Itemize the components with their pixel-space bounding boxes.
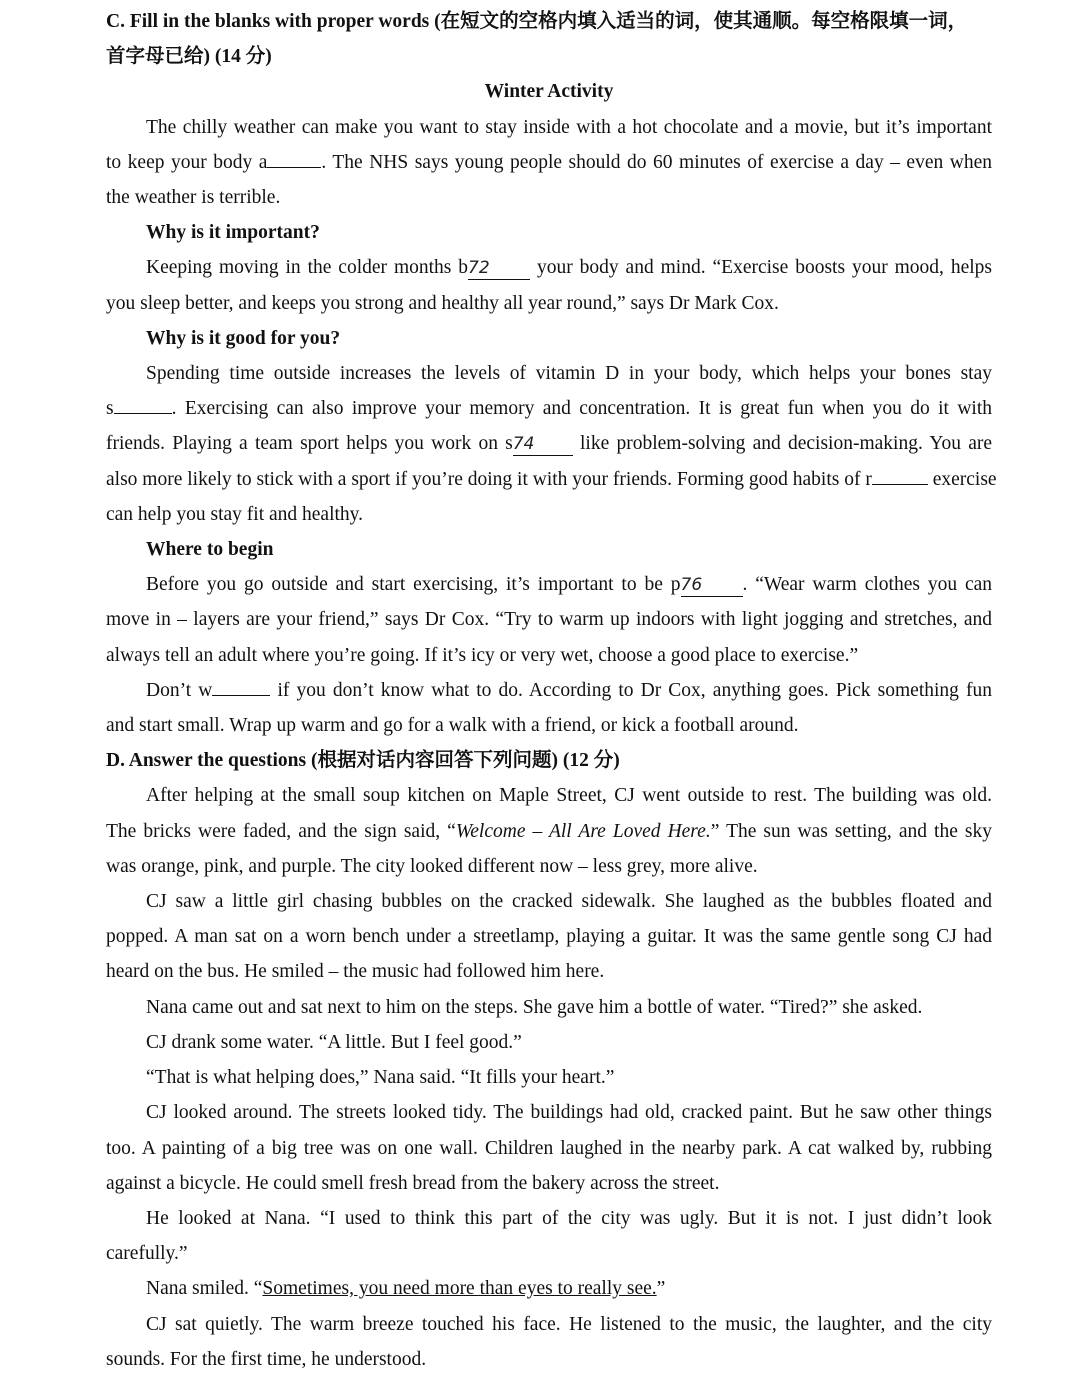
- d-p6-line1: CJ looked around. The streets looked tidy. The buildings had old, cracked paint. But he saw other things: [146, 1102, 992, 1124]
- d-p7-line2: carefully.”: [106, 1243, 188, 1265]
- d-p1-line3: was orange, pink, and purple. The city looked different now – less grey, more alive.: [106, 855, 758, 877]
- d-p5: “That is what helping does,” Nana said. “It fills your heart.”: [146, 1067, 615, 1089]
- blank-77[interactable]: [212, 695, 270, 696]
- c-p3-text: friends. Playing a team sport helps you work on s: [106, 433, 513, 455]
- c-p3-line2: [106, 391, 992, 426]
- c-p4-line3: always tell an adult where you’re going. If it’s icy or very wet, choose a good place to exercise.”: [106, 644, 859, 666]
- blank-72[interactable]: 72: [468, 257, 530, 280]
- d-p2-line3: heard on the bus. He smiled – the music had followed him here.: [106, 961, 605, 983]
- sign-text: Welcome – All Are Loved Here.: [455, 820, 711, 842]
- d-p2-line1: CJ saw a little girl chasing bubbles on the cracked sidewalk. She laughed as the bubbles floated and: [146, 891, 992, 913]
- d-p9-line1: CJ sat quietly. The warm breeze touched his face. He listened to the music, the laughter, and the city: [146, 1313, 992, 1335]
- c-p1-text: . The NHS says young people should do 60 minutes of exercise a day – even when: [321, 151, 992, 173]
- d-p1-text: The bricks were faded, and the sign said, “: [106, 820, 456, 842]
- c-p3-line4: [106, 462, 997, 497]
- d-p4: CJ drank some water. “A little. But I feel good.”: [146, 1031, 522, 1053]
- blank-76[interactable]: 76: [681, 574, 743, 597]
- c-p3-text: also more likely to stick with a sport if you’re doing it with your friends. Forming good habits of r: [106, 468, 872, 490]
- c-p3-text: exercise: [932, 468, 997, 490]
- d-p7-line1: He looked at Nana. “I used to think this part of the city was ugly. But it is not. I just didn’t look: [146, 1207, 992, 1229]
- c-p1-line3: the weather is terrible.: [106, 187, 281, 209]
- d-p2-line2: popped. A man sat on a worn bench under a streetlamp, playing a guitar. It was the same gentle song CJ had: [106, 926, 992, 948]
- c-p2-line2: you sleep better, and keeps you strong and healthy all year round,” says Dr Mark Cox.: [106, 292, 779, 314]
- c-p2-text: Keeping moving in the colder months b: [146, 257, 469, 279]
- d-p3: Nana came out and sat next to him on the steps. She gave him a bottle of water. “Tired?” she asked.: [146, 996, 923, 1018]
- section-c-heading: [106, 4, 992, 39]
- subheading-why-important: Why is it important?: [146, 222, 320, 244]
- section-c-heading-line2: 首字母已给) (14 分): [106, 46, 272, 68]
- c-p5-text: Don’t w: [146, 679, 213, 701]
- c-p4-line2: move in – layers are your friend,” says Dr Cox. “Try to warm up indoors with light jogging and stretches, and: [106, 609, 992, 631]
- c-p1-line2: [106, 145, 992, 180]
- c-p4-text: Before you go outside and start exercising, it’s important to be p: [146, 574, 681, 596]
- c-p3-line5: can help you stay fit and healthy.: [106, 503, 364, 525]
- blank-75[interactable]: [872, 484, 928, 485]
- c-p3-text: . Exercising can also improve your memory and concentration. It is great fun when you do it with: [171, 398, 992, 420]
- c-p3-line3: [106, 426, 992, 461]
- d-p1-line1: After helping at the small soup kitchen on Maple Street, CJ went outside to rest. The building was old.: [146, 785, 992, 807]
- section-d-heading: D. Answer the questions (根据对话内容回答下列问题) (12 分): [106, 750, 620, 772]
- underlined-sentence: Sometimes, you need more than eyes to really see.: [262, 1278, 657, 1300]
- c-p4-line1: [106, 567, 992, 602]
- c-p5-line1: [106, 673, 992, 708]
- c-p3-line1: Spending time outside increases the levels of vitamin D in your body, which helps your bones stay: [146, 363, 992, 385]
- section-c-heading-cont: [106, 39, 992, 74]
- d-p6-line2: too. A painting of a big tree was on one wall. Children laughed in the nearby park. A cat walked by, rubbing: [106, 1137, 992, 1159]
- d-p8: [106, 1271, 992, 1306]
- c-p1-line1: The chilly weather can make you want to stay inside with a hot chocolate and a movie, but it’s important: [146, 116, 992, 138]
- d-p1-line2: [106, 814, 992, 849]
- d-p8-text: Nana smiled. “: [146, 1278, 263, 1300]
- passage-title: Winter Activity: [484, 81, 614, 103]
- c-p3-text: s: [106, 398, 114, 420]
- c-p4-text: . “Wear warm clothes you can: [742, 574, 992, 596]
- blank-73[interactable]: [114, 413, 172, 414]
- c-p3-text: like problem-solving and decision-making. You are: [580, 433, 992, 455]
- c-p5-text: if you don’t know what to do. According to Dr Cox, anything goes. Pick something fun: [277, 679, 993, 701]
- blank-74[interactable]: 74: [513, 433, 573, 456]
- subheading-why-good: Why is it good for you?: [146, 327, 341, 349]
- c-p1-text: to keep your body a: [106, 151, 268, 173]
- subheading-where-begin: Where to begin: [146, 539, 274, 561]
- d-p6-line3: against a bicycle. He could smell fresh bread from the bakery across the street.: [106, 1172, 720, 1194]
- c-p2-text: your body and mind. “Exercise boosts your mood, helps: [536, 257, 992, 279]
- c-p2-line1: [106, 250, 992, 285]
- c-p5-line2: and start small. Wrap up warm and go for a walk with a friend, or kick a football around.: [106, 715, 799, 737]
- d-p9-line2: sounds. For the first time, he understood.: [106, 1348, 427, 1370]
- blank-71[interactable]: [267, 167, 321, 168]
- d-p8-text: ”: [656, 1278, 666, 1300]
- section-c-heading-line1: C. Fill in the blanks with proper words (在短文的空格内填入适当的词，使其通顺。每空格限填一词，: [106, 11, 968, 32]
- d-p1-text: ” The sun was setting, and the sky: [710, 820, 992, 842]
